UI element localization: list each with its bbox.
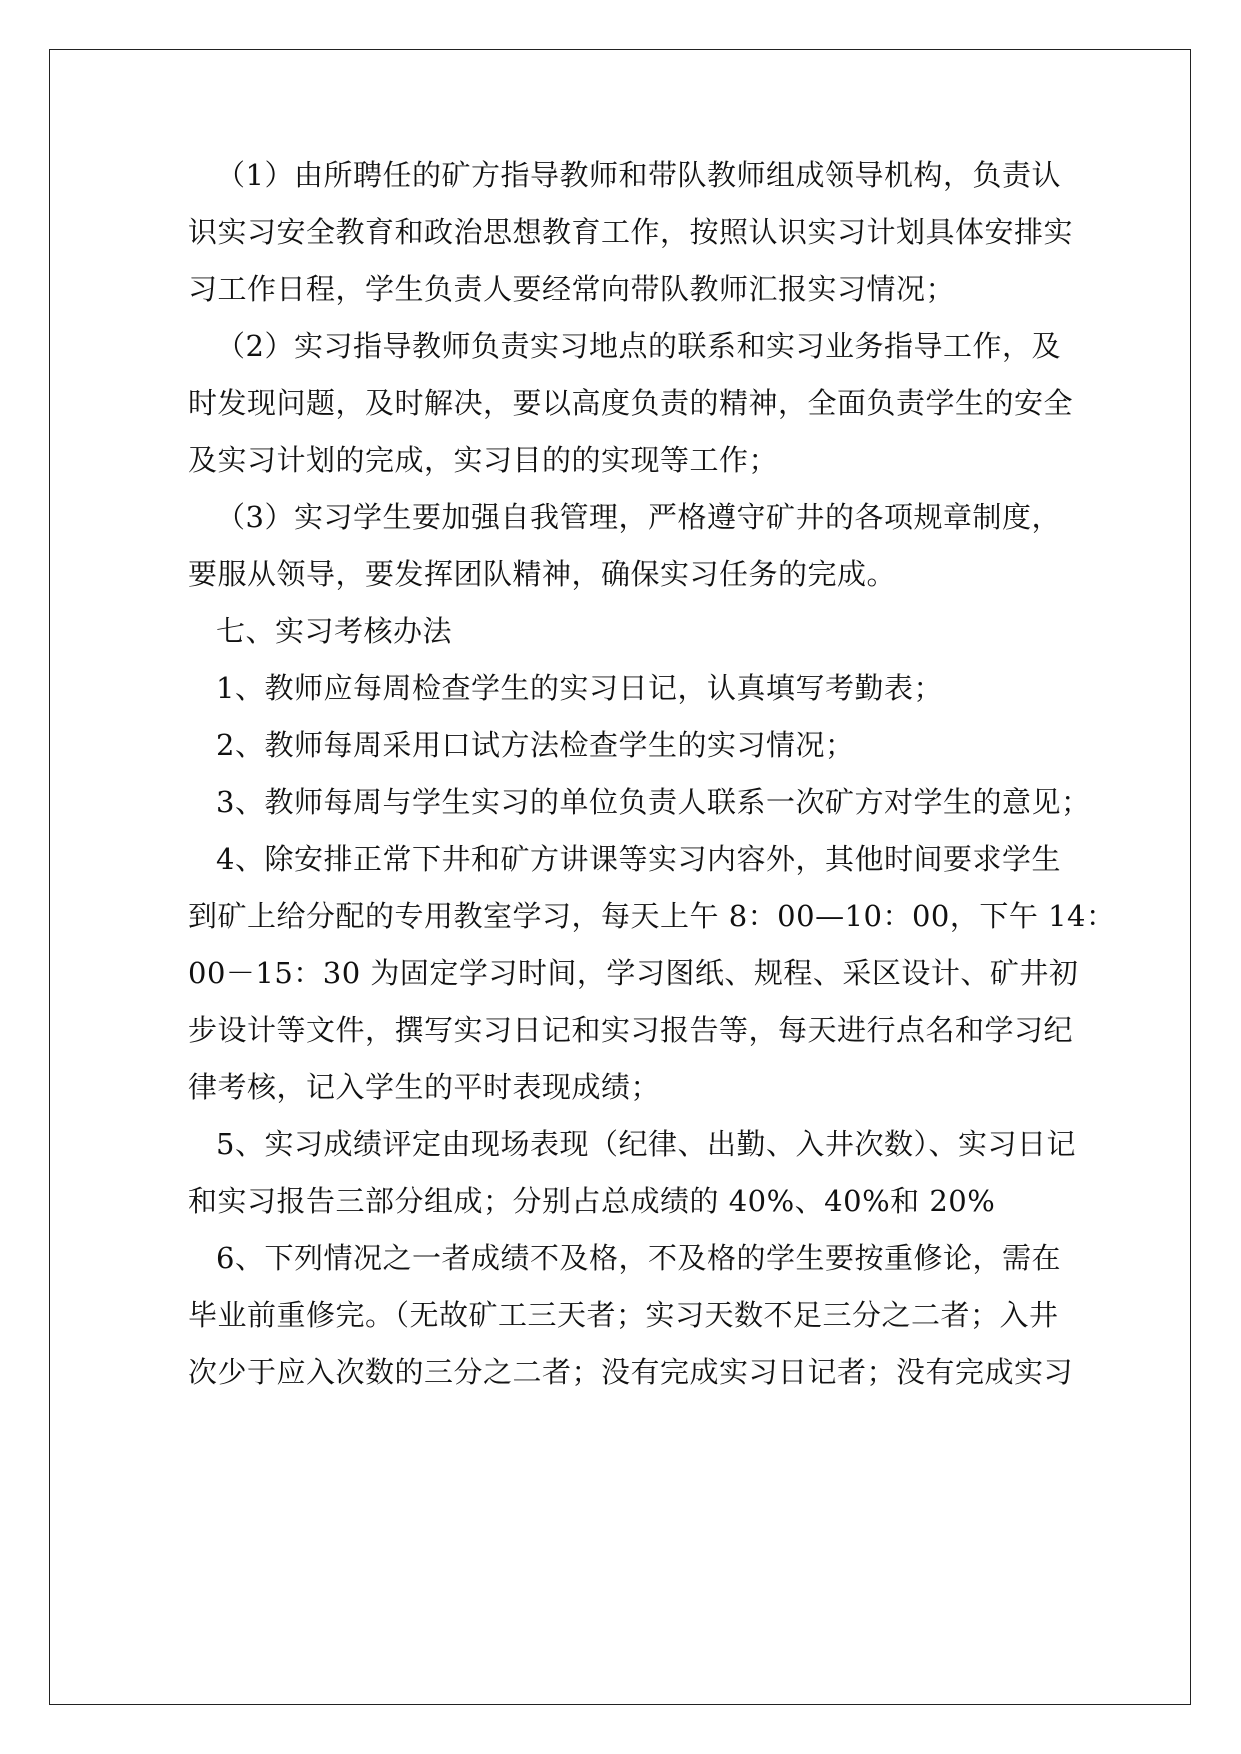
text-line: 识实习安全教育和政治思想教育工作，按照认识实习计划具体安排实 bbox=[188, 215, 1074, 249]
text-line: 习工作日程，学生负责人要经常向带队教师汇报实习情况； bbox=[188, 272, 956, 306]
text-line: 步设计等文件，撰写实习日记和实习报告等，每天进行点名和学习纪 bbox=[188, 1013, 1074, 1047]
text-line: 时发现问题，及时解决，要以高度负责的精神，全面负责学生的安全 bbox=[188, 386, 1074, 420]
text-line: 律考核，记入学生的平时表现成绩； bbox=[188, 1070, 661, 1104]
text-line: 毕业前重修完。（无故矿工三天者；实习天数不足三分之二者；入井 bbox=[188, 1298, 1059, 1332]
text-line: 3、教师每周与学生实习的单位负责人联系一次矿方对学生的意见； bbox=[216, 785, 1091, 819]
text-line: （1）由所聘任的矿方指导教师和带队教师组成领导机构，负责认 bbox=[216, 158, 1061, 192]
text-line: 及实习计划的完成，实习目的的实现等工作； bbox=[188, 443, 779, 477]
text-line: 4、除安排正常下井和矿方讲课等实习内容外，其他时间要求学生 bbox=[216, 842, 1061, 876]
text-line: 到矿上给分配的专用教室学习，每天上午 8：00—10：00，下午 14： bbox=[188, 899, 1116, 933]
text-line: （3）实习学生要加强自我管理，严格遵守矿井的各项规章制度， bbox=[216, 500, 1061, 534]
text-line: 6、下列情况之一者成绩不及格，不及格的学生要按重修论，需在 bbox=[216, 1241, 1061, 1275]
text-line: 2、教师每周采用口试方法检查学生的实习情况； bbox=[216, 728, 855, 762]
text-line: 要服从领导，要发挥团队精神，确保实习任务的完成。 bbox=[188, 557, 897, 591]
text-line: 次少于应入次数的三分之二者；没有完成实习日记者；没有完成实习 bbox=[188, 1355, 1074, 1389]
section-heading: 七、实习考核办法 bbox=[216, 614, 453, 648]
text-line: 1、教师应每周检查学生的实习日记，认真填写考勤表； bbox=[216, 671, 943, 705]
text-line: 和实习报告三部分组成；分别占总成绩的 40%、40%和 20% bbox=[188, 1184, 996, 1218]
text-line: 00－15：30 为固定学习时间，学习图纸、规程、采区设计、矿井初 bbox=[188, 956, 1079, 990]
text-line: （2）实习指导教师负责实习地点的联系和实习业务指导工作，及 bbox=[216, 329, 1061, 363]
text-line: 5、实习成绩评定由现场表现（纪律、出勤、入井次数）、实习日记 bbox=[216, 1127, 1076, 1161]
